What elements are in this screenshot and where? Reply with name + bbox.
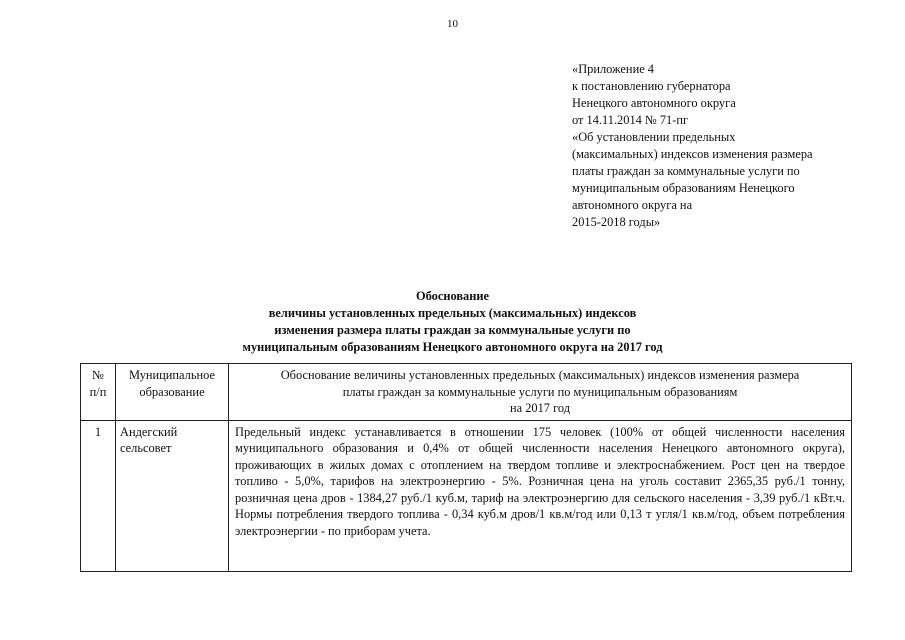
appendix-line: «Приложение 4: [572, 62, 654, 76]
row-municipality: Андегский сельсовет: [116, 420, 229, 571]
header-municipality: Муниципальное образование: [116, 364, 229, 421]
page-number: 10: [447, 18, 458, 30]
table-header-row: [81, 364, 852, 421]
appendix-line: «Об установлении предельных: [572, 130, 736, 144]
justification-table: [80, 363, 852, 572]
row-justification-text: Предельный индекс устанавливается в отношении 175 человек (100% от общей численности населения муниципального образования и 0,4% от общей численности населения Ненецкого автономного округа), проживающих в жилых домах с отоплением на твердом топливе и электроснабжением. Рост цен на твердое топливо - 5,0%, тарифов на электроэнергию - 5%. Розничная цена на уголь составит 2365,35 руб./1 тонну, розничная цена дров - 1384,27 руб./1 куб.м, тариф на электроэнергию для сельского населения - 3,39 руб./1 кВт.ч. Нормы потребления твердого топлива - 0,34 куб.м дров/1 кв.м/год или 0,13 т угля/1 кв.м/год, объем потребления электроэнергии - по приборам учета.: [229, 420, 852, 571]
appendix-line: к постановлению губернатора: [572, 79, 731, 93]
appendix-line: муниципальным образованиям Ненецкого: [572, 181, 795, 195]
title-line: изменения размера платы граждан за коммунальные услуги по: [274, 323, 631, 337]
header-justification: Обоснование величины установленных предельных (максимальных) индексов изменения размера платы граждан за коммунальные услуги по муниципальным образованиям на 2017 год: [229, 364, 852, 421]
table-row: [81, 420, 852, 571]
title-line: муниципальным образованиям Ненецкого автономного округа на 2017 год: [242, 340, 663, 354]
appendix-line: 2015-2018 годы»: [572, 215, 661, 229]
header-number: № п/п: [81, 364, 116, 421]
appendix-line: (максимальных) индексов изменения размера: [572, 147, 813, 161]
document-title: [0, 288, 905, 356]
row-number: 1: [81, 420, 116, 571]
title-line: величины установленных предельных (максимальных) индексов: [268, 306, 637, 320]
title-line: Обоснование: [415, 289, 490, 303]
appendix-line: автономного округа на: [572, 198, 693, 212]
appendix-line: от 14.11.2014 № 71-пг: [572, 113, 689, 127]
appendix-reference: [572, 61, 872, 231]
appendix-line: платы граждан за коммунальные услуги по: [572, 164, 800, 178]
appendix-line: Ненецкого автономного округа: [572, 96, 736, 110]
